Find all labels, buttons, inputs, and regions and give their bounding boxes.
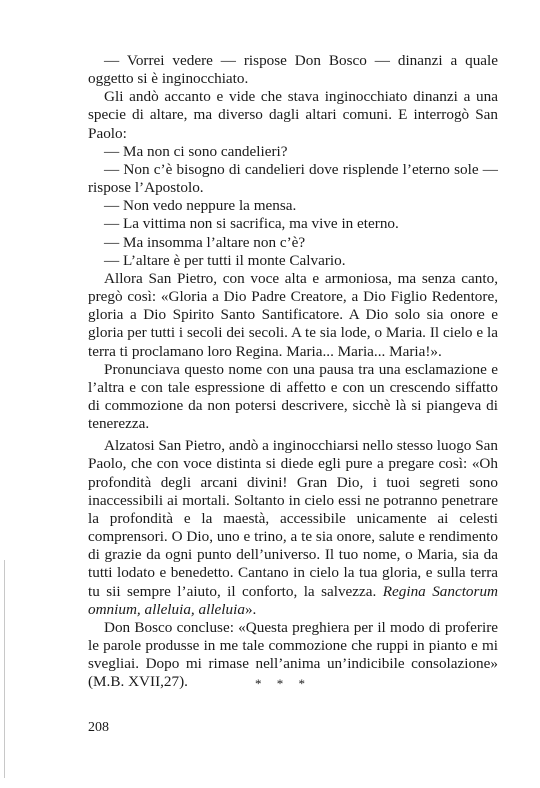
paragraph-11-end: ».: [244, 600, 257, 618]
paragraph-8: — L’altare è per tutti il monte Calvario.: [104, 251, 346, 269]
page-edge-line: [4, 560, 5, 778]
body-text: [88, 52, 498, 691]
paragraph-9: Allora San Pietro, con voce alta e armoniosa, ma senza canto, pregò così: «Gloria a Dio Padre Creatore, a Dio Figlio Redentore, gloria a Dio Spirito Santo Santificatore. A Dio solo sia onore e gloria per tutti i secoli dei secoli. A te sia lode, o Maria. Il cielo e la terra ti proclamano loro Regina. Maria... Maria... Maria!».: [88, 269, 498, 360]
paragraph-11-text: Alzatosi San Pietro, andò a inginocchiarsi nello stesso luogo San Paolo, che con voce distinta si diede egli pure a pregare così: «Oh profondità degli arcani divini! Gran Dio, i tuoi segreti sono inaccessibili ai mortali. Soltanto in cielo essi ne potranno penetrare la profondità e la maestà, accessibile unicamente ai celesti comprensori. O Dio, uno e trino, a te sia onore, salute e rendimento di grazie da ogni punto dell’universo. Il tuo nome, o Maria, sia da tutti lodato e benedetto. Cantano in cielo la tua gloria, e sulla terra tu sii sempre l’aiuto, il conforto, la salvezza.: [88, 437, 498, 600]
page-number: 208: [88, 720, 109, 735]
paragraph-5: — Non vedo neppure la mensa.: [104, 197, 297, 215]
paragraph-2: Gli andò accanto e vide che stava inginocchiato dinanzi a una specie di altare, ma diverso dagli altari comuni. E interrogò San Paolo:: [88, 88, 498, 142]
paragraph-6: — La vittima non si sacrifica, ma vive in eterno.: [104, 215, 399, 233]
section-separator: * * *: [255, 676, 311, 691]
paragraph-3: — Ma non ci sono candelieri?: [104, 142, 288, 160]
paragraph-11-italic: Regina Sanctorum omnium, alleluia, alleluia: [88, 582, 499, 618]
paragraph-1: — Vorrei vedere — rispose Don Bosco — dinanzi a quale oggetto si è inginocchiato.: [88, 52, 498, 88]
paragraph-12: Don Bosco concluse: «Questa preghiera per il modo di proferire le parole produsse in me tale commozione che ruppi in pianto e mi svegliai. Dopo mi rimase nell’anima un’indicibile consolazione» (M.B. XVII,27).: [88, 618, 498, 691]
paragraph-10: Pronunciava questo nome con una pausa tra una esclamazione e l’altra e con tale espressione di affetto e con un crescendo siffatto di commozione da non potersi descrivere, sicchè là si piangeva di tenerezza.: [88, 360, 498, 433]
paragraph-11: [88, 437, 498, 619]
paragraph-7: — Ma insomma l’altare non c’è?: [104, 233, 306, 251]
paragraph-4: — Non c’è bisogno di candelieri dove risplende l’eterno sole — rispose l’Apostolo.: [88, 160, 498, 197]
